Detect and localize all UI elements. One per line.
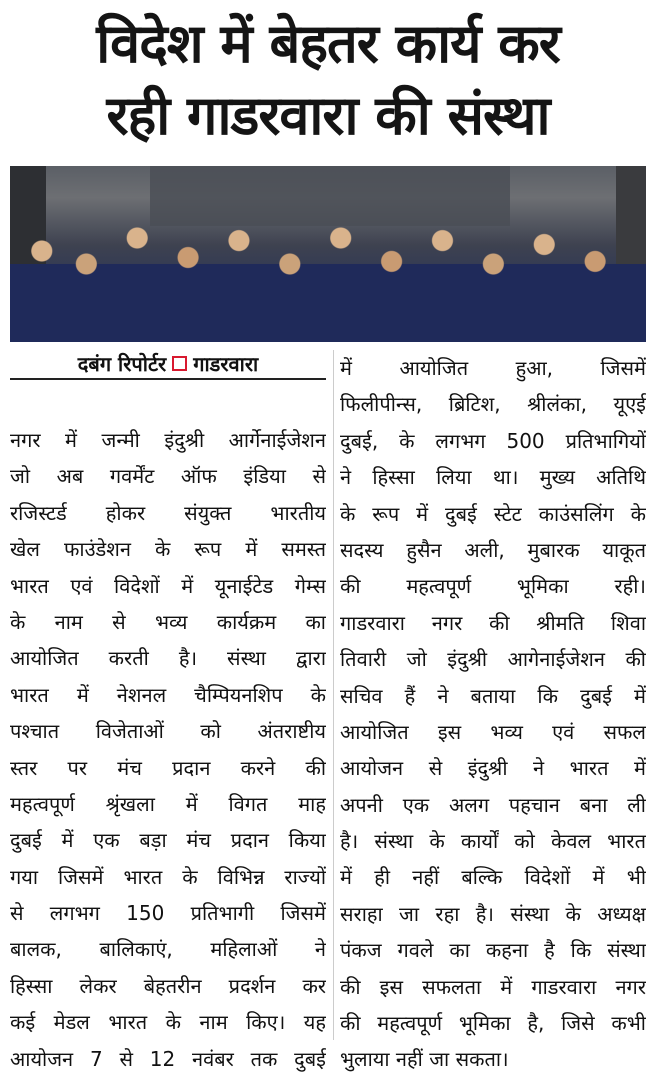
- article-line: सदस्य हुसैन अली, मुबारक याकूत: [340, 537, 646, 562]
- article-line: गया जिसमें भारत के विभिन्न राज्यों: [10, 864, 326, 889]
- group-photo: [10, 166, 646, 342]
- article-line: कई मेडल भारत के नाम किए। यह: [10, 1010, 326, 1035]
- article-line: हिस्सा लेकर बेहतरीन प्रदर्शन कर: [10, 973, 326, 998]
- article-line: की महत्वपूर्ण भूमिका है, जिसे कभी: [340, 1011, 646, 1036]
- article-line: पश्चात विजेताओं को अंतराष्टीय: [10, 719, 326, 744]
- article-line: दुबई में एक बड़ा मंच प्रदान किया: [10, 828, 326, 853]
- article-line: खेल फाउंडेशन के रूप में समस्त: [10, 537, 326, 562]
- article-line: बालक, बालिकाएं, महिलाओं ने: [10, 937, 326, 962]
- article-line: भारत एवं विदेशों में यूनाईटेड गेम्स: [10, 573, 326, 598]
- article-line: आयोजित इस भव्य एवं सफल: [340, 719, 646, 744]
- article-line: सचिव हैं ने बताया कि दुबई में: [340, 683, 646, 708]
- byline-separator-icon: [172, 356, 187, 371]
- article-line: गाडरवारा नगर की श्रीमति शिवा: [340, 610, 646, 635]
- article-line: आयोजित करती है। संस्था द्वारा: [10, 646, 326, 671]
- article-line: नगर में जन्मी इंदुश्री आर्गेनाईजेशन: [10, 428, 326, 452]
- article-line: तिवारी जो इंदुश्री आगेनाईजेशन की: [340, 647, 646, 672]
- article-line: आयोजन से इंदुश्री ने भारत में: [340, 756, 646, 781]
- article-column-2: [340, 350, 646, 1078]
- article-line: रजिस्टर्ड होकर संयुक्त भारतीय: [10, 500, 326, 525]
- column-divider: [333, 350, 334, 1040]
- article-line: के रूप में दुबई स्टेट काउंसलिंग के: [340, 501, 646, 526]
- byline: [10, 350, 326, 380]
- article-line: जो अब गवर्मेंट ऑफ इंडिया से: [10, 464, 326, 489]
- headline-line-2: रही गाडरवारा की संस्था: [106, 84, 550, 147]
- article-line: की इस सफलता में गाडरवारा नगर: [340, 974, 646, 999]
- article-line: में आयोजित हुआ, जिसमें: [340, 356, 646, 380]
- photo-people-group: [10, 212, 646, 342]
- headline-line-1: विदेश में बेहतर कार्य कर: [96, 12, 560, 75]
- article-line: अपनी एक अलग पहचान बना ली: [340, 792, 646, 817]
- byline-location: गाडरवारा: [193, 352, 259, 376]
- article-line: से लगभग 150 प्रतिभागी जिसमें: [10, 901, 326, 926]
- article-line: पंकज गवले का कहना है कि संस्था: [340, 938, 646, 963]
- article-line: के नाम से भव्य कार्यक्रम का: [10, 609, 326, 634]
- article-line: भुलाया नहीं जा सकता।: [340, 1047, 509, 1072]
- article-line: की महत्वपूर्ण भूमिका रही।: [340, 574, 646, 599]
- byline-reporter: दबंग रिपोर्टर: [77, 352, 167, 376]
- article-line: में ही नहीं बल्कि विदेशों में भी: [340, 865, 646, 890]
- article-column-1: [10, 422, 326, 1077]
- article-line: सराहा जा रहा है। संस्था के अध्यक्ष: [340, 901, 646, 926]
- article-line: भारत में नेशनल चैम्पियनशिप के: [10, 682, 326, 707]
- article-line: महत्वपूर्ण श्रृंखला में विगत माह: [10, 791, 326, 816]
- article-line: स्तर पर मंच प्रदान करने की: [10, 755, 326, 780]
- article-line: दुबई, के लगभग 500 प्रतिभागियों: [340, 428, 646, 453]
- article-line: फिलीपीन्स, ब्रिटिश, श्रीलंका, यूएई: [340, 392, 646, 417]
- article-line: ने हिस्सा लिया था। मुख्य अतिथि: [340, 465, 646, 490]
- article-line: है। संस्था के कार्यों को केवल भारत: [340, 829, 646, 854]
- article-line: आयोजन 7 से 12 नवंबर तक दुबई: [10, 1046, 326, 1071]
- headline: [0, 0, 656, 166]
